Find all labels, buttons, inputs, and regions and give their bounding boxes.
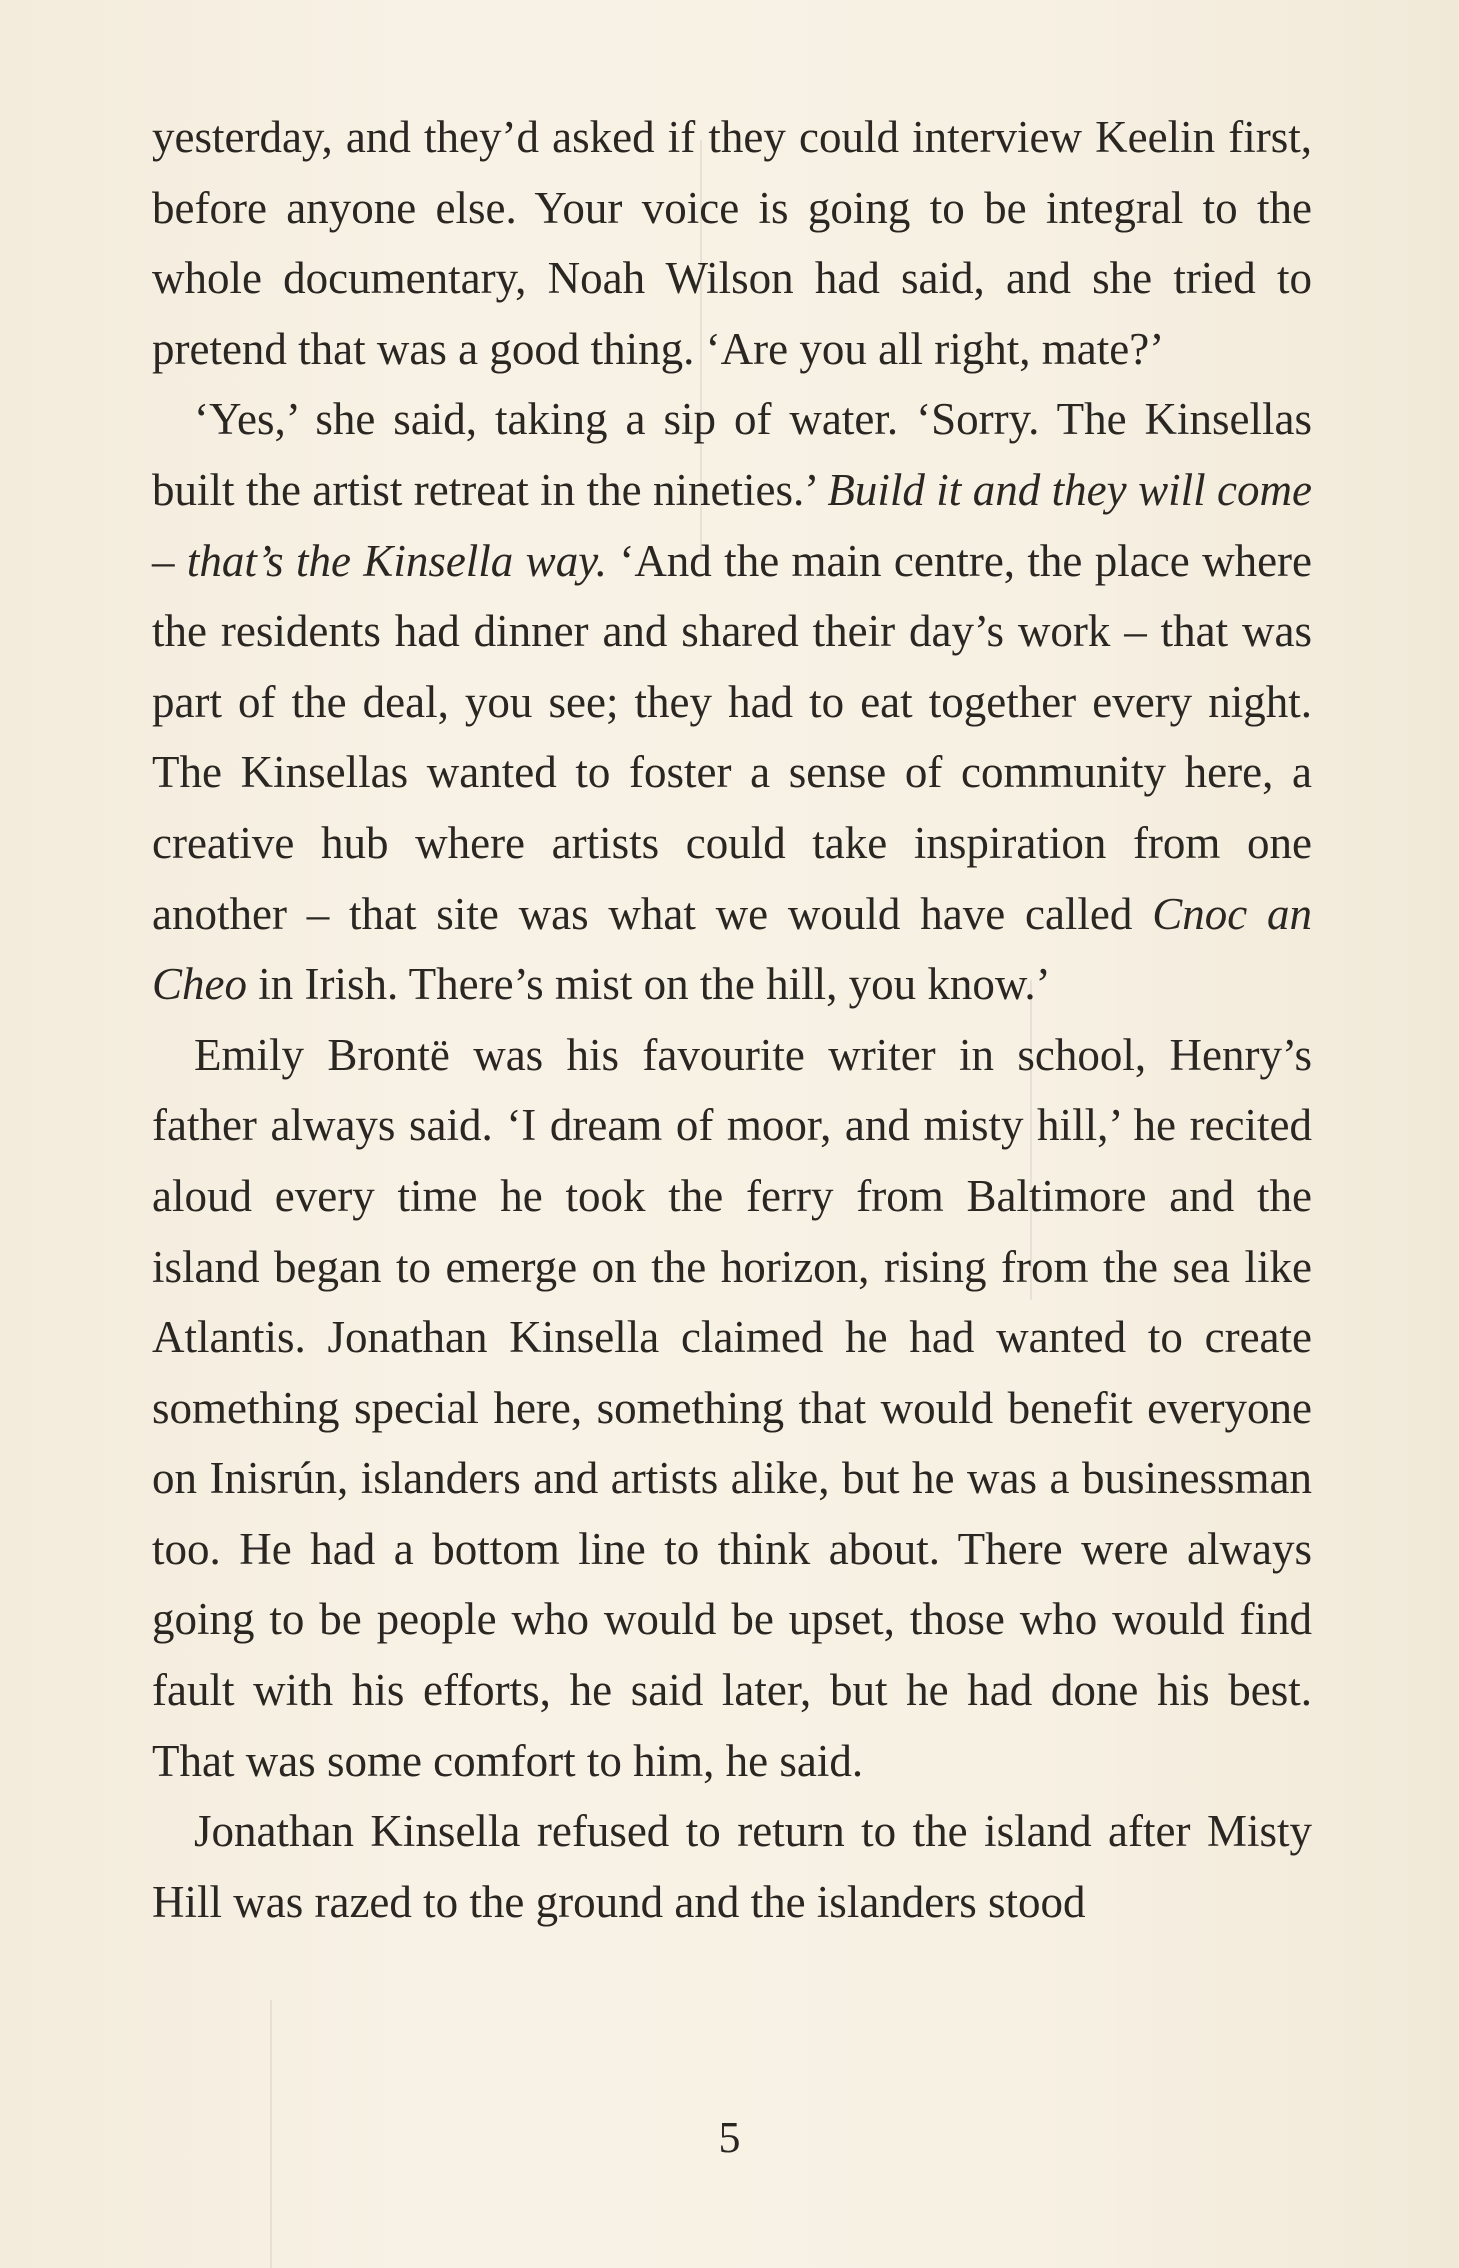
paragraph-text: yesterday, and they’d asked if they could interview Keelin first, before anyone else. Your voice is going to be integral to the whole documentary, Noah Wilson had said, and she tried to pretend that was a good thing. ‘Are you all right, mate?’ bbox=[152, 112, 1312, 374]
paragraph bbox=[152, 102, 1312, 384]
paragraph bbox=[152, 1796, 1312, 1937]
paragraph-text: ‘Yes,’ she said, taking a sip of water. ‘Sorry. The Kinsellas built the artist retreat in the nineties.’ bbox=[152, 394, 1312, 515]
italic-text: Cnoc an Cheo bbox=[152, 888, 1312, 1010]
paragraph-text: Emily Brontë was his favourite writer in school, Henry’s father always said. ‘I dream of moor, and misty hill,’ he recited aloud every time he took the ferry from Baltimore and the island began to emerge on the horizon, rising from the sea like Atlantis. Jonathan Kinsella claimed he had wanted to create something special here, something that would benefit everyone on Inisrún, islanders and artists alike, but he was a businessman too. He had a bottom line to think about. There were always going to be people who would be upset, those who would find fault with his efforts, he said later, but he had done his best. That was some comfort to him, he said. bbox=[152, 1029, 1312, 1786]
paragraph bbox=[152, 384, 1312, 1019]
paragraph-text: in Irish. There’s mist on the hill, you know.’ bbox=[247, 959, 1051, 1010]
italic-text: Build it and they will come – that’s the Kinsella way. bbox=[152, 464, 1312, 586]
body-text bbox=[152, 102, 1312, 1937]
paragraph-text: Jonathan Kinsella refused to return to the island after Misty Hill was razed to the ground and the islanders stood bbox=[152, 1806, 1312, 1927]
paragraph bbox=[152, 1020, 1312, 1797]
paragraph-text: ‘And the main centre, the place where the residents had dinner and shared their day’s work – that was part of the deal, you see; they had to eat together every night. The Kinsellas wanted to foster a sense of community here, a creative hub where artists could take inspiration from one another – that site was what we would have called bbox=[152, 535, 1312, 939]
page-number: 5 bbox=[718, 2113, 741, 2162]
